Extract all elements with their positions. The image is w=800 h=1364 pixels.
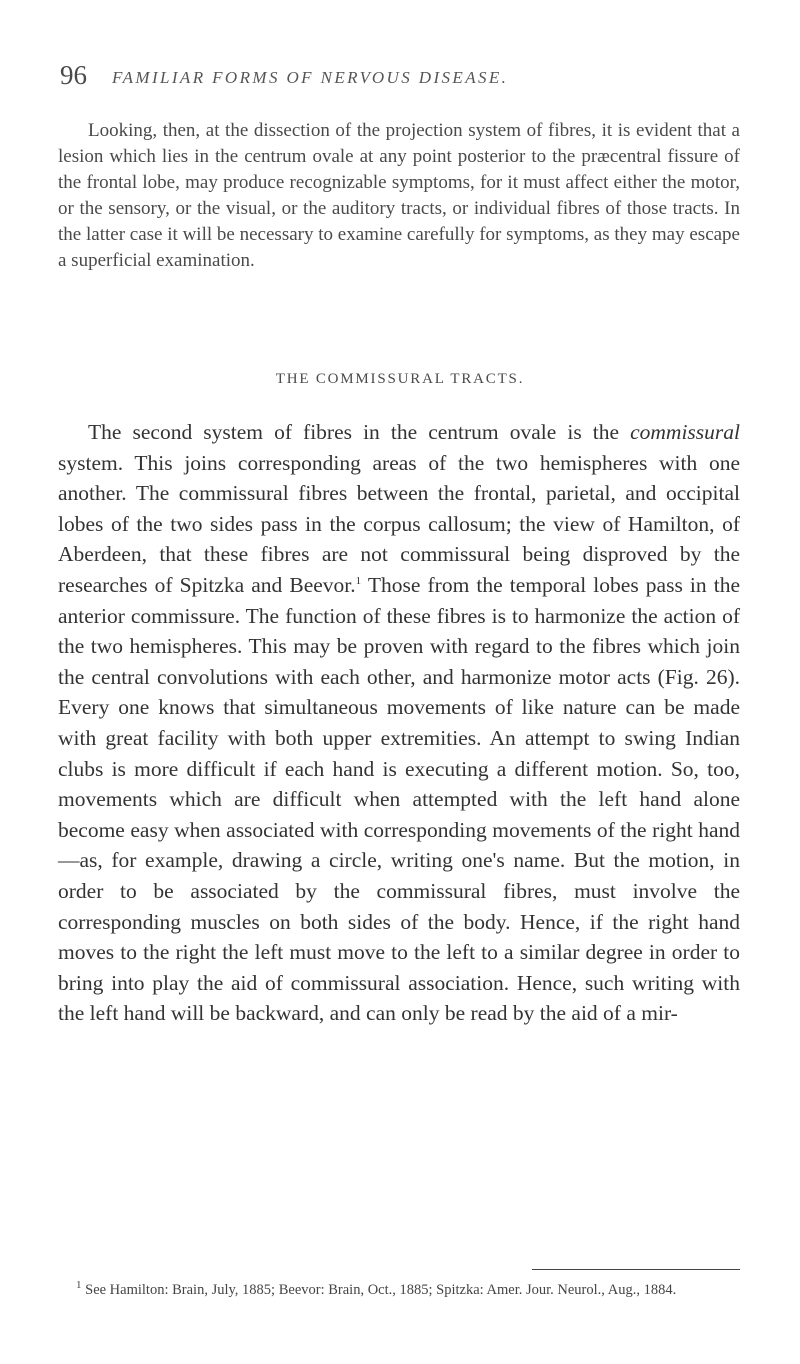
paragraph-text bbox=[58, 417, 740, 1029]
text-run: system. This joins corresponding areas of the two hemispheres with one another. The commissural fibres between the frontal, parietal, and occipital lobes of the two sides pass in the corpus callosum; the view of Hamilton, of Aberdeen, that these fibres are not commissural being disproved by the researches of Spitzka and Beevor. bbox=[58, 450, 740, 597]
italic-term: commissural bbox=[630, 420, 740, 444]
footnote bbox=[58, 1280, 740, 1300]
paragraph-text: Looking, then, at the dissection of the projection system of fibres, it is evident that a lesion which lies in the centrum ovale at any point posterior to the præcentral fissure of the frontal lobe, may produce recognizable symptoms, for it must affect either the motor, or the sensory, or the visual, or the auditory tracts, or individual fibres of those tracts. In the latter case it will be necessary to examine carefully for symptoms, as they may escape a superficial examination. bbox=[58, 120, 740, 271]
text-run: Those from the temporal lobes pass in the anterior commissure. The function of these fibres is to harmonize the action of the two hemispheres. This may be proven with regard to the fibres which join the central convolutions with each other, and harmonize motor acts (Fig. 26). Every one knows that simultaneous movements of like nature can be made with great facility with both upper extremities. An attempt to swing Indian clubs is more difficult if each hand is executing a different motion. So, too, movements which are difficult when attempted with the left hand alone become easy when associated with corresponding movements of the right hand—as, for example, drawing a circle, writing one's name. But the motion, in order to be associated by the commissural fibres, must involve the corresponding muscles on both sides of the body. Hence, if the right hand moves to the right the left must move to the left to a similar degree in order to bring into play the aid of commissural association. Hence, such writing with the left hand will be backward, and can only be read by the aid of a mir- bbox=[58, 572, 741, 1026]
page-number: 96 bbox=[60, 60, 87, 90]
section-heading: THE COMMISSURAL TRACTS. bbox=[275, 371, 525, 387]
footnote-text bbox=[58, 1280, 740, 1300]
running-head: FAMILIAR FORMS OF NERVOUS DISEASE. bbox=[112, 68, 509, 87]
text-run: The second system of fibres in the centrum ovale is the bbox=[88, 420, 631, 444]
paragraph-projection-system bbox=[58, 118, 740, 274]
footnote-marker: 1 bbox=[76, 1279, 82, 1292]
footnote-body: See Hamilton: Brain, July, 1885; Beevor: Brain, Oct., 1885; Spitzka: Amer. Jour. Neurol., Aug., 1884. bbox=[81, 1282, 677, 1298]
paragraph-commissural-system bbox=[58, 417, 740, 1029]
footnote-divider bbox=[532, 1269, 740, 1270]
footnote-reference: 1 bbox=[355, 574, 362, 587]
page-header bbox=[60, 60, 740, 100]
